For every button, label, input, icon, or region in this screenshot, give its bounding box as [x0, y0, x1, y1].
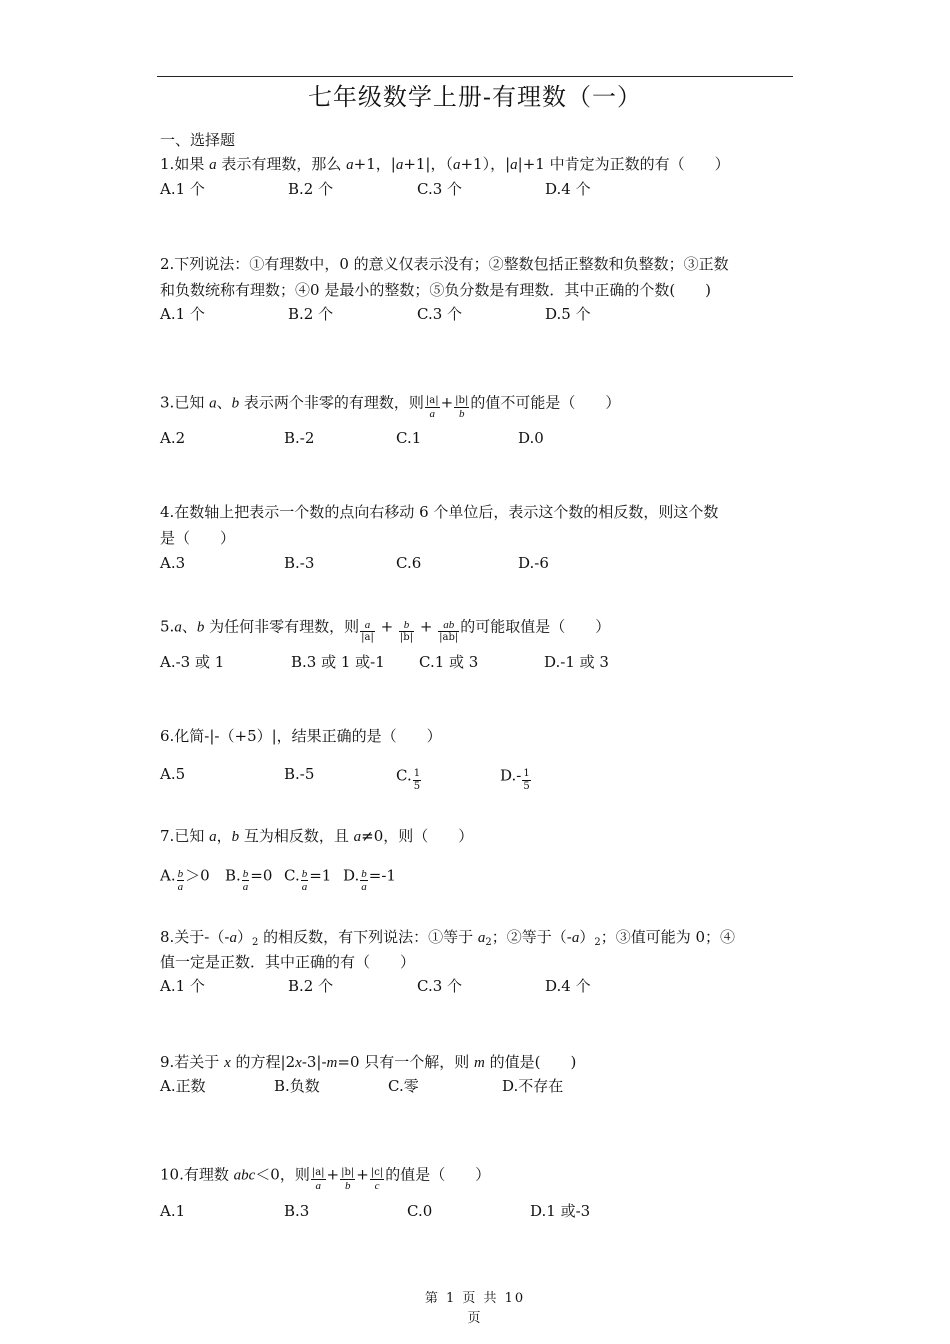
question-10-options — [160, 1201, 780, 1223]
question-3: 3.已知 a、b 表示两个非零的有理数，则 $\frac{|a|}{a}$ + $\frac{|b|}{b}$ 的值不可能是（ ） — [160, 393, 621, 420]
question-2-options — [160, 304, 780, 326]
option-c: C.零 — [388, 1077, 419, 1095]
option-b: B.2 个 — [288, 305, 334, 323]
fraction: $\frac{|a|}{a}$ — [311, 1167, 325, 1192]
question-4-options — [160, 553, 780, 575]
option-a: A.-3 或 1 — [160, 653, 225, 671]
fraction: $\frac{1}{5}$ — [413, 768, 421, 792]
option-b: B.2 个 — [288, 977, 334, 995]
option-d: D.0 — [518, 429, 544, 447]
option-d: D.- $\frac{1}{5}$ — [500, 766, 530, 792]
question-10: 10.有理数 abc＜0，则 $\frac{|a|}{a}$ + $\frac{|b|}{b}$ + $\frac{|c|}{c}$ 的值是（ ） — [160, 1165, 491, 1192]
option-d: D. $\frac{b}{a}$ =-1 — [343, 866, 396, 893]
question-2-line-2: 和负数统称有理数；④0 是最小的整数；⑤负分数是有理数．其中正确的个数( ) — [160, 281, 712, 299]
option-c: C.3 个 — [417, 305, 463, 323]
section-heading: 一、选择题 — [160, 131, 236, 149]
question-5: 5.a、b 为任何非零有理数，则 $\frac{a}{|a|}$ + $\frac{b}{|b|}$ + $\frac{ab}{|ab|}$ 的可能取值是（ ） — [160, 617, 611, 643]
option-c: C.1 — [396, 429, 422, 447]
fraction: $\frac{|b|}{b}$ — [341, 1167, 355, 1192]
option-c: C.3 个 — [417, 180, 463, 198]
option-c: C.0 — [407, 1202, 433, 1220]
fraction: $\frac{|b|}{b}$ — [455, 395, 469, 420]
fraction: $\frac{|c|}{c}$ — [370, 1167, 384, 1192]
option-d: D.-1 或 3 — [544, 653, 609, 671]
option-b: B.-3 — [284, 554, 315, 572]
question-7-options — [160, 864, 780, 893]
option-a: A.1 — [160, 1202, 186, 1220]
page-footer — [390, 1289, 560, 1329]
option-d: D.1 或-3 — [530, 1202, 591, 1220]
question-4-line-1: 4.在数轴上把表示一个数的点向右移动 6 个单位后，表示这个数的相反数，则这个数 — [160, 503, 719, 521]
question-9: 9.若关于 x 的方程|2x-3|-m=0 只有一个解，则 m 的值是( ) — [160, 1053, 577, 1071]
fraction: $\frac{1}{5}$ — [523, 768, 530, 792]
question-1-options — [160, 179, 780, 201]
option-a: A. $\frac{b}{a}$ ＞0 — [160, 866, 210, 893]
fraction: $\frac{b}{a}$ — [361, 868, 367, 893]
fraction: $\frac{b}{|b|}$ — [399, 619, 414, 643]
top-rule — [157, 76, 793, 77]
question-8-line-1: 8.关于$-(-a)_2$ 的相反数，有下列说法：①等于 $a_2$；②等于$(-a)_2$；③值可能为 0；④ — [160, 928, 736, 948]
question-7: 7.已知 a，b 互为相反数，且 a≠0，则（ ） — [160, 827, 474, 845]
option-c: C.3 个 — [417, 977, 463, 995]
fraction: $\frac{|a|}{a}$ — [425, 395, 439, 420]
page-number: 第 1 页 共 10 — [424, 1291, 526, 1306]
option-a: A.2 — [160, 429, 186, 447]
option-a: A.1 个 — [160, 180, 205, 198]
option-b: B. $\frac{b}{a}$ =0 — [225, 866, 273, 893]
question-2-line-1: 2.下列说法：①有理数中，0 的意义仅表示没有；②整数包括正整数和负整数；③正数 — [160, 255, 729, 273]
option-b: B.负数 — [274, 1077, 320, 1095]
option-a: A.正数 — [160, 1077, 206, 1095]
page-number-suffix: 页 — [467, 1311, 483, 1326]
fraction: $\frac{ab}{|ab|}$ — [439, 619, 459, 643]
fraction: $\frac{b}{a}$ — [301, 868, 308, 893]
option-d: D.4 个 — [545, 180, 591, 198]
question-6-options — [160, 764, 780, 792]
fraction: $\frac{b}{a}$ — [177, 868, 184, 893]
option-b: B.-2 — [284, 429, 315, 447]
option-b: B.3 或 1 或-1 — [291, 653, 385, 671]
fraction: $\frac{b}{a}$ — [242, 868, 249, 893]
option-d: D.-6 — [518, 554, 549, 572]
question-3-options — [160, 428, 780, 450]
question-6: 6.化简-|-（+5）|，结果正确的是（ ） — [160, 727, 442, 745]
page-title: 七年级数学上册-有理数（一） — [307, 83, 643, 111]
option-c: C.1 或 3 — [419, 653, 479, 671]
question-1: 1.如果 a 表示有理数，那么 a+1，|a+1|，（a+1），|a|+1 中肯定为正数的有（ ） — [160, 155, 730, 173]
option-a: A.3 — [160, 554, 186, 572]
question-5-options — [160, 652, 780, 674]
option-c: C. $\frac{1}{5}$ — [396, 766, 421, 792]
option-b: B.2 个 — [288, 180, 334, 198]
question-8-options — [160, 976, 780, 998]
option-d: D.5 个 — [545, 305, 591, 323]
option-c: C. $\frac{b}{a}$ =1 — [284, 866, 332, 893]
fraction: $\frac{a}{|a|}$ — [361, 619, 374, 643]
option-d: D.不存在 — [502, 1077, 564, 1095]
option-c: C.6 — [396, 554, 422, 572]
option-d: D.4 个 — [545, 977, 591, 995]
option-b: B.3 — [284, 1202, 310, 1220]
question-9-options — [160, 1076, 780, 1098]
option-a: A.5 — [160, 765, 186, 783]
question-4-line-2: 是（ ） — [160, 529, 236, 547]
option-a: A.1 个 — [160, 977, 205, 995]
option-b: B.-5 — [284, 765, 315, 783]
question-8-line-2: 值一定是正数．其中正确的有（ ） — [160, 953, 416, 971]
option-a: A.1 个 — [160, 305, 205, 323]
